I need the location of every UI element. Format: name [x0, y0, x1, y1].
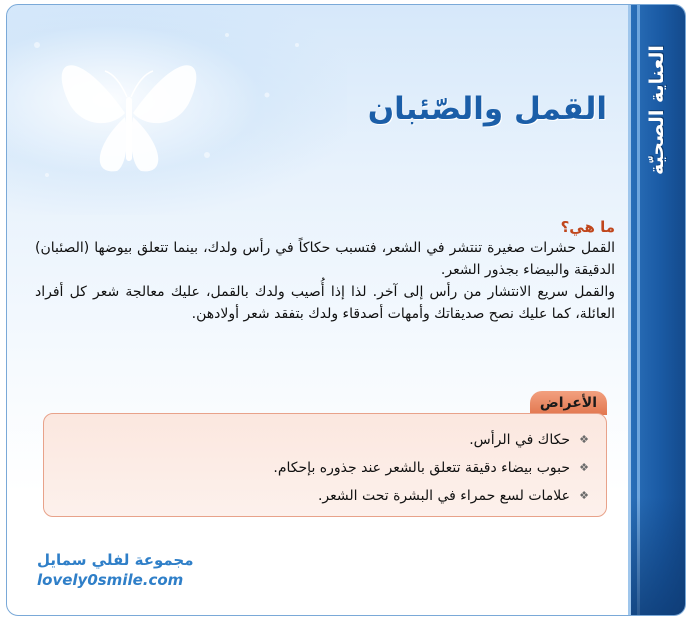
page-frame	[6, 4, 686, 616]
butterfly-illustration	[7, 5, 347, 215]
side-tab-fade	[631, 497, 685, 616]
footer-watermark	[37, 551, 194, 589]
symptom-text: علامات لسع حمراء في البشرة تحت الشعر.	[317, 488, 570, 504]
diamond-bullet-icon: ❖	[579, 461, 589, 474]
footer-arabic: مجموعة لفلي سمايل	[37, 551, 194, 569]
list-item	[56, 426, 590, 454]
section-heading: ما هي؟	[560, 218, 615, 236]
footer-url[interactable]: lovely0smile.com	[37, 571, 184, 589]
symptoms-list	[56, 426, 590, 510]
symptoms-label: الأعراض	[530, 391, 607, 415]
side-tab-label: العناية الصحيّة	[646, 45, 668, 175]
side-tab	[628, 5, 685, 616]
symptoms-box	[43, 413, 607, 517]
butterfly-icon	[7, 5, 347, 215]
paragraph-1: القمل حشرات صغيرة تنتشر في الشعر، فتسبب حكاكاً في رأس ولدك، بينما تتعلق بيوضها (الصئبان) الدقيقة والبيضاء بجذور الشعر.	[35, 240, 615, 278]
list-item	[56, 454, 590, 482]
paragraph-2: والقمل سريع الانتشار من رأس إلى آخر. لذا إذا أُصيب ولدك بالقمل، عليك معالجة شعر كل أفراد العائلة، كما عليك نصح صديقاتك وأمهات أصدقاء ولدك بتفقد شعر أولادهن.	[35, 284, 615, 322]
intro-section	[35, 217, 615, 325]
symptom-text: حكاك في الرأس.	[469, 432, 570, 448]
diamond-bullet-icon: ❖	[579, 433, 589, 446]
symptom-text: حبوب بيضاء دقيقة تتعلق بالشعر عند جذوره بإحكام.	[273, 460, 570, 476]
diamond-bullet-icon: ❖	[579, 489, 589, 502]
page-title: القمل والصّئبان	[367, 91, 607, 127]
list-item	[56, 482, 590, 510]
side-tab-title	[637, 35, 677, 185]
